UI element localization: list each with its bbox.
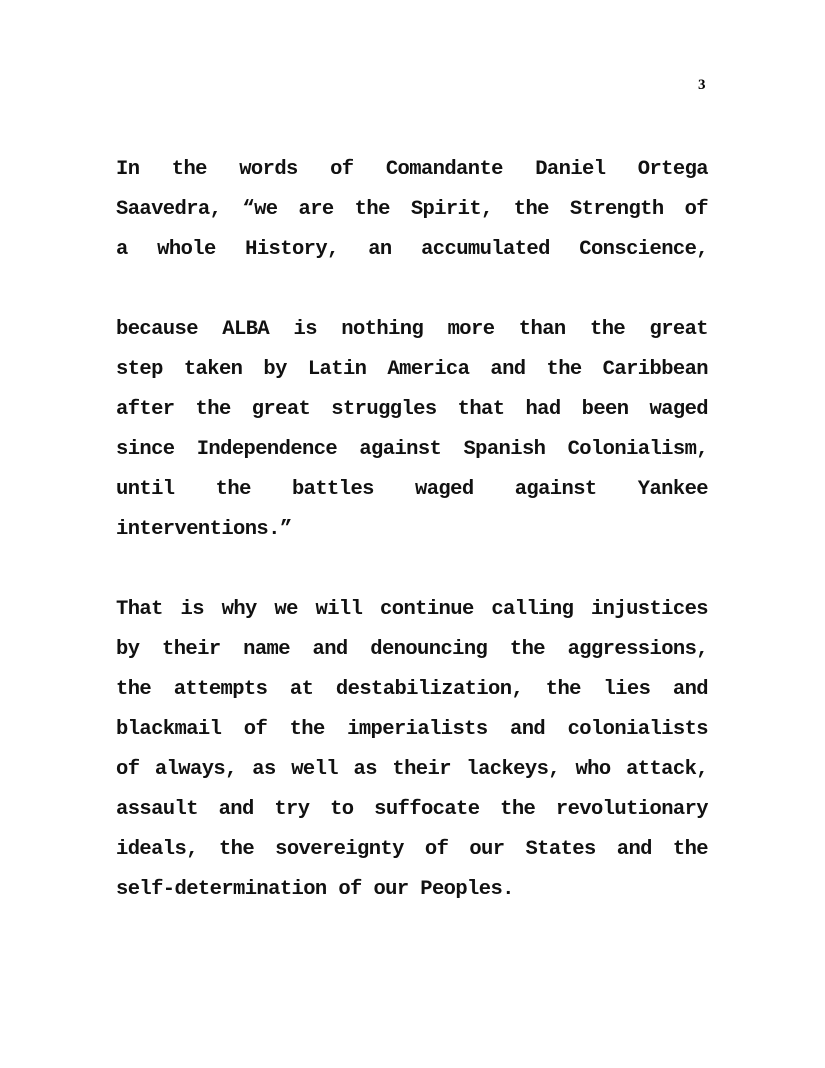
text-line: after the great struggles that had been waged — [116, 398, 708, 421]
text-line: In the words of Comandante Daniel Ortega — [116, 158, 708, 181]
text-line: Saavedra, “we are the Spirit, the Strength of — [116, 198, 708, 221]
text-line: because ALBA is nothing more than the great — [116, 318, 708, 341]
text-line: of always, as well as their lackeys, who attack, — [116, 758, 708, 781]
text-line: That is why we will continue calling injustices — [116, 598, 708, 621]
text-line: ideals, the sovereignty of our States and the — [116, 838, 708, 861]
paragraph-ortega-quote-intro — [116, 150, 708, 270]
text-line: assault and try to suffocate the revolutionary — [116, 798, 708, 821]
text-line: the attempts at destabilization, the lies and — [116, 678, 708, 701]
paragraph-alba-quote — [116, 310, 708, 550]
text-line: until the battles waged against Yankee — [116, 478, 708, 501]
text-line: step taken by Latin America and the Caribbean — [116, 358, 708, 381]
paragraph-denouncing-injustices — [116, 590, 708, 910]
text-line: by their name and denouncing the aggressions, — [116, 638, 708, 661]
page-number: 3 — [698, 77, 706, 93]
text-line: blackmail of the imperialists and colonialists — [116, 718, 708, 741]
text-line: since Independence against Spanish Colonialism, — [116, 438, 708, 461]
text-line: interventions.” — [116, 518, 292, 541]
text-line: self-determination of our Peoples. — [116, 878, 514, 901]
text-line: a whole History, an accumulated Conscience, — [116, 238, 708, 261]
